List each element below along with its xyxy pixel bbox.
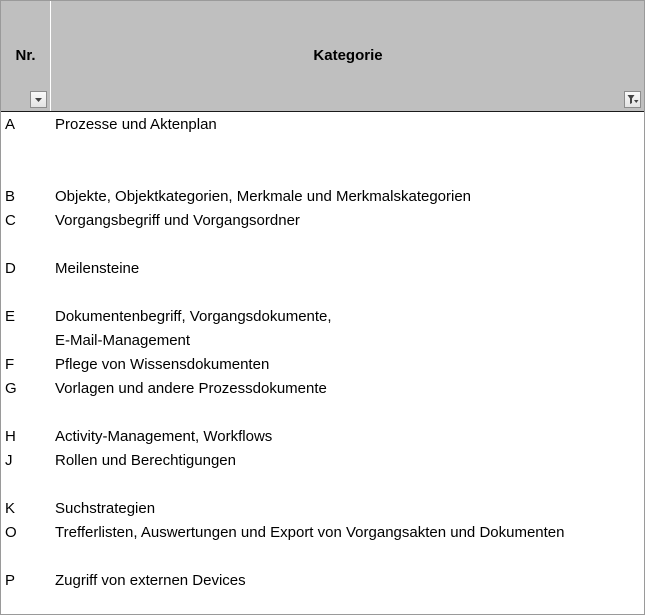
cell-nr[interactable]: G — [5, 380, 17, 397]
table-row[interactable] — [1, 449, 644, 473]
cell-nr[interactable]: F — [5, 356, 15, 373]
header-kategorie-label: Kategorie — [313, 47, 383, 64]
table-row[interactable] — [1, 353, 644, 377]
cell-nr[interactable]: D — [5, 260, 16, 277]
cell-kategorie[interactable]: Vorlagen und andere Prozessdokumente — [55, 380, 327, 397]
dropdown-arrow-icon — [34, 95, 43, 105]
cell-kategorie[interactable]: Activity-Management, Workflows — [55, 428, 273, 445]
nr-filter-button[interactable] — [30, 91, 47, 108]
cell-nr[interactable]: B — [5, 188, 16, 205]
cell-nr[interactable]: J — [5, 452, 13, 469]
cell-kategorie[interactable]: Pflege von Wissensdokumenten — [55, 356, 270, 373]
table-row[interactable] — [1, 521, 644, 545]
header-cell-nr[interactable] — [1, 1, 51, 111]
cell-nr[interactable]: P — [5, 572, 16, 589]
cell-kategorie-line2[interactable]: E-Mail-Management — [55, 332, 191, 349]
cell-kategorie[interactable]: Dokumentenbegriff, Vorgangsdokumente, — [55, 308, 332, 325]
table-row[interactable] — [1, 497, 644, 521]
cell-kategorie[interactable]: Prozesse und Aktenplan — [55, 116, 217, 133]
table-row[interactable] — [1, 113, 644, 137]
kategorie-filter-button[interactable] — [624, 91, 641, 108]
table-row[interactable] — [1, 257, 644, 281]
header-nr-label: Nr. — [15, 47, 36, 64]
header-cell-kategorie[interactable] — [52, 1, 644, 111]
table-row[interactable] — [1, 305, 644, 329]
table-row[interactable] — [1, 185, 644, 209]
table-row[interactable] — [1, 209, 644, 233]
cell-nr[interactable]: A — [5, 116, 16, 133]
cell-kategorie[interactable]: Meilensteine — [55, 260, 140, 277]
cell-nr[interactable]: H — [5, 428, 16, 445]
cell-nr[interactable]: E — [5, 308, 16, 325]
table-row-continuation[interactable] — [1, 329, 644, 353]
filter-funnel-icon — [627, 94, 638, 105]
cell-kategorie[interactable]: Zugriff von externen Devices — [55, 572, 246, 589]
cell-kategorie[interactable]: Trefferlisten, Auswertungen und Export von Vorgangsakten und Dokumenten — [55, 524, 565, 541]
cell-nr[interactable]: C — [5, 212, 16, 229]
cell-nr[interactable]: O — [5, 524, 17, 541]
cell-kategorie[interactable]: Vorgangsbegriff und Vorgangsordner — [55, 212, 300, 229]
cell-kategorie[interactable]: Rollen und Berechtigungen — [55, 452, 236, 469]
cell-nr[interactable]: K — [5, 500, 16, 517]
table-row[interactable] — [1, 425, 644, 449]
cell-kategorie[interactable]: Suchstrategien — [55, 500, 156, 517]
table-row[interactable] — [1, 569, 644, 593]
table-row[interactable] — [1, 377, 644, 401]
table-header — [1, 1, 644, 112]
cell-kategorie[interactable]: Objekte, Objektkategorien, Merkmale und Merkmalskategorien — [55, 188, 472, 205]
